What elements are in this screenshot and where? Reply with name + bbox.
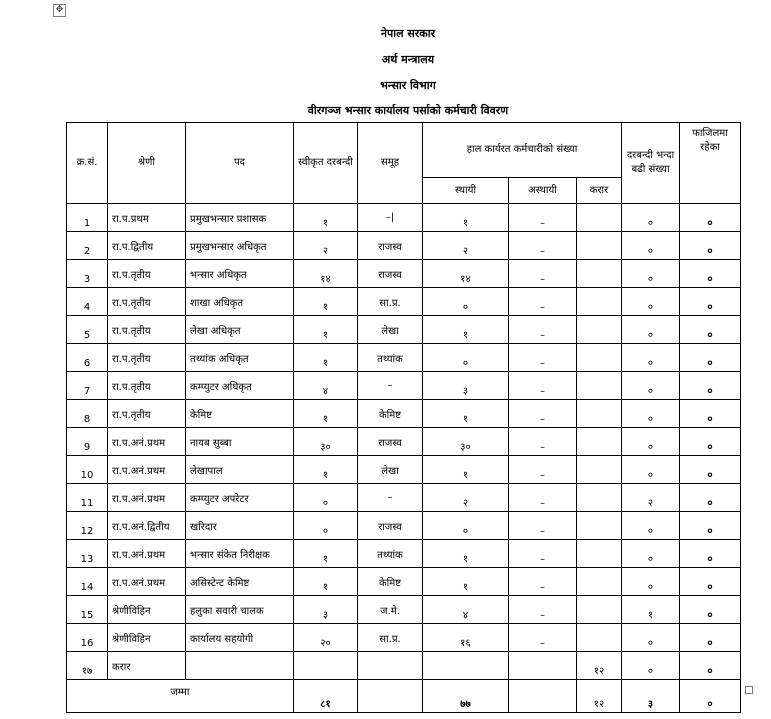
total-permanent: ७७ [423,680,509,713]
cell-post: असिस्टेन्ट केमिष्ट [186,568,294,596]
cell-sanctioned: १ [294,540,358,568]
cell-post [186,652,294,680]
cell-sanctioned: १ [294,568,358,596]
col-header-class: श्रेणी [108,123,186,204]
cell-group: राजस्व [358,428,423,456]
cell-excess: १ [622,596,680,624]
cell-class: रा.प.अनं.प्रथम [108,568,186,596]
table-row [67,372,741,400]
total-deputed: ० [680,680,741,713]
cell-temporary: – [509,288,577,316]
cell-post: भन्सार अधिकृत [186,260,294,288]
cell-deputed: ० [680,568,741,596]
cell-sn: १७ [67,652,108,680]
table-row [67,512,741,540]
cell-temporary: – [509,568,577,596]
cell-deputed: ० [680,624,741,652]
cell-group: तथ्यांक [358,540,423,568]
cell-contract [577,568,622,596]
cell-permanent: १ [423,540,509,568]
cell-permanent: ० [423,288,509,316]
cell-temporary: – [509,456,577,484]
cell-temporary: – [509,316,577,344]
cell-deputed: ० [680,512,741,540]
cell-sanctioned: १ [294,456,358,484]
cell-class: श्रेणीविहिन [108,624,186,652]
cell-contract [577,428,622,456]
cell-group: राजस्व [358,232,423,260]
cell-post: भन्सार संकेत निरीक्षक [186,540,294,568]
cell-permanent: १ [423,204,509,232]
col-header-excess: दरबन्दी भन्दा बढी संख्या [622,123,680,204]
cell-sanctioned: ३ [294,596,358,624]
cell-class: रा.प.अनं.द्वितीय [108,512,186,540]
table-row [67,456,741,484]
col-header-deputed: फाजिलमा रहेका [680,123,741,204]
col-header-contract: करार [577,178,622,204]
cell-contract [577,512,622,540]
header-row [67,123,741,178]
cell-sanctioned: २० [294,624,358,652]
cell-excess: ० [622,344,680,372]
cell-temporary: – [509,372,577,400]
cell-sanctioned: २ [294,232,358,260]
total-group-cell [358,680,423,713]
cell-contract [577,624,622,652]
cell-sanctioned: १ [294,400,358,428]
cell-deputed: ० [680,596,741,624]
cell-contract [577,316,622,344]
total-contract: १२ [577,680,622,713]
cell-contract [577,260,622,288]
cell-temporary [509,652,577,680]
cell-temporary: – [509,484,577,512]
cell-class: रा.प.तृतीय [108,372,186,400]
cell-temporary: – [509,400,577,428]
cell-contract [577,288,622,316]
cell-sn: 7 [67,372,108,400]
cell-sn: 6 [67,344,108,372]
total-row [67,680,741,713]
cell-sanctioned: ० [294,512,358,540]
col-header-permanent: स्थायी [423,178,509,204]
cell-post: कम्प्युटर अधिकृत [186,372,294,400]
cell-sanctioned: ० [294,484,358,512]
cell-contract [577,372,622,400]
cell-sn: 3 [67,260,108,288]
cell-post: केमिष्ट [186,400,294,428]
cell-excess: ० [622,400,680,428]
cell-deputed: ० [680,204,741,232]
staff-table [66,122,741,713]
cell-excess: ० [622,204,680,232]
cell-permanent: ३० [423,428,509,456]
cell-excess: ० [622,568,680,596]
table-row [67,232,741,260]
cell-post: प्रमुखभन्सार प्रशासक [186,204,294,232]
cell-class: रा.प.अनं.प्रथम [108,540,186,568]
cell-sn: 1 [67,204,108,232]
heading-government: नेपाल सरकार [380,27,436,40]
cell-temporary: – [509,344,577,372]
heading-title: वीरगञ्ज भन्सार कार्यालय पर्साको कर्मचारी विवरण [307,104,509,117]
cell-excess: ० [622,260,680,288]
cell-sanctioned: ३० [294,428,358,456]
cell-excess: ० [622,232,680,260]
table-row [67,344,741,372]
cell-permanent [423,652,509,680]
table-row [67,624,741,652]
cell-group: केमिष्ट [358,568,423,596]
cell-temporary: – [509,596,577,624]
cell-sanctioned: १ [294,288,358,316]
cell-sanctioned [294,652,358,680]
cell-deputed: ० [680,540,741,568]
cell-sn: 14 [67,568,108,596]
cell-sn: 11 [67,484,108,512]
cell-post: प्रमुखभन्सार अधिकृत [186,232,294,260]
cell-deputed: ० [680,372,741,400]
cell-permanent: १४ [423,260,509,288]
cell-deputed: ० [680,456,741,484]
cell-excess: ० [622,624,680,652]
cell-group: सा.प्र. [358,624,423,652]
total-excess: ३ [622,680,680,713]
cell-permanent: १ [423,316,509,344]
cell-excess: ० [622,456,680,484]
cell-contract: १२ [577,652,622,680]
cell-group: राजस्व [358,512,423,540]
cell-deputed: ० [680,316,741,344]
cell-post: शाखा अधिकृत [186,288,294,316]
col-header-group: समूह [358,123,423,204]
cell-post: लेखापाल [186,456,294,484]
col-header-temporary: अस्थायी [509,178,577,204]
cell-sanctioned: ४ [294,372,358,400]
cell-class: रा.प.अनं.प्रथम [108,484,186,512]
cell-post: नायब सुब्बा [186,428,294,456]
cell-sn: 2 [67,232,108,260]
cell-sn: 9 [67,428,108,456]
table-row [67,288,741,316]
cell-sn: 16 [67,624,108,652]
cell-post: कम्प्युटर अपरेटर [186,484,294,512]
cell-sn: 12 [67,512,108,540]
heading-department: भन्सार विभाग [380,79,436,92]
cell-contract [577,540,622,568]
cell-sanctioned: १४ [294,260,358,288]
cell-sn: 5 [67,316,108,344]
cell-temporary: – [509,232,577,260]
cell-class: करार [108,652,186,680]
cell-temporary: – [509,540,577,568]
cell-temporary: – [509,428,577,456]
cell-sn: 15 [67,596,108,624]
cell-sn: 8 [67,400,108,428]
table-row [67,428,741,456]
cell-excess: ० [622,540,680,568]
cell-deputed: ० [680,428,741,456]
cell-contract [577,596,622,624]
cell-contract [577,232,622,260]
cell-post: हलुका सवारी चालक [186,596,294,624]
cell-class: रा.प.तृतीय [108,344,186,372]
cell-class: रा.प.तृतीय [108,260,186,288]
table-row [67,316,741,344]
cell-sanctioned: १ [294,344,358,372]
cell-contract [577,484,622,512]
cell-class: रा.प.अनं.प्रथम [108,456,186,484]
table-row [67,652,741,680]
cell-excess: ० [622,288,680,316]
cell-post: तथ्यांक अधिकृत [186,344,294,372]
cell-deputed: ० [680,344,741,372]
cell-sanctioned: १ [294,204,358,232]
cell-group: सा.प्र. [358,288,423,316]
cell-permanent: १ [423,400,509,428]
cell-group: केमिष्ट [358,400,423,428]
cell-class: रा.प.द्वितीय [108,232,186,260]
cell-sanctioned: १ [294,316,358,344]
cell-deputed: ० [680,288,741,316]
cell-excess: ० [622,512,680,540]
cell-permanent: ४ [423,596,509,624]
cell-class: रा.प.तृतीय [108,400,186,428]
total-temporary-cell [509,680,577,713]
cell-sn: 4 [67,288,108,316]
cell-temporary: – [509,204,577,232]
cell-permanent: ० [423,344,509,372]
cell-group [358,652,423,680]
cell-class: रा.प.तृतीय [108,316,186,344]
cell-permanent: ३ [423,372,509,400]
heading-ministry: अर्थ मन्त्रालय [381,53,435,66]
table-move-handle-icon[interactable]: ✥ [53,4,66,17]
cell-post: लेखा अधिकृत [186,316,294,344]
cell-group: राजस्व [358,260,423,288]
cell-class: रा.प.अनं.प्रथम [108,428,186,456]
cell-class: श्रेणीविहिन [108,596,186,624]
cell-permanent: १ [423,456,509,484]
table-row [67,400,741,428]
cell-temporary: – [509,512,577,540]
col-header-sanctioned: स्वीकृत दरबन्दी [294,123,358,204]
cell-contract [577,204,622,232]
table-row [67,540,741,568]
cell-group: ज.मे. [358,596,423,624]
cell-class: रा.प.प्रथम [108,204,186,232]
cell-class: रा.प.तृतीय [108,288,186,316]
cell-contract [577,456,622,484]
cell-post: कार्यालय सहयोगी [186,624,294,652]
cell-excess: ० [622,372,680,400]
cell-group: लेखा [358,456,423,484]
table-row [67,568,741,596]
cell-group: लेखा [358,316,423,344]
cell-group: –| [358,204,423,232]
total-label: जम्मा [67,680,294,713]
cell-temporary: – [509,624,577,652]
col-header-current: हाल कार्यरत कर्मचारीको संख्या [423,123,622,178]
cell-deputed: ० [680,484,741,512]
cell-contract [577,344,622,372]
table-row [67,204,741,232]
cell-deputed: ० [680,652,741,680]
cell-contract [577,400,622,428]
cell-deputed: ० [680,232,741,260]
table-row [67,260,741,288]
cell-permanent: २ [423,484,509,512]
cell-excess: ० [622,652,680,680]
cell-deputed: ० [680,400,741,428]
total-sanctioned: ८१ [294,680,358,713]
cell-excess: ० [622,428,680,456]
col-header-sn: क्र.सं. [67,123,108,204]
cell-deputed: ० [680,260,741,288]
cell-excess: ० [622,316,680,344]
col-header-post: पद [186,123,294,204]
cell-post: खरिदार [186,512,294,540]
table-row [67,596,741,624]
cell-temporary: – [509,260,577,288]
cell-permanent: २ [423,232,509,260]
cell-permanent: १ [423,568,509,596]
cell-permanent: ० [423,512,509,540]
cell-sn: 13 [67,540,108,568]
table-resize-handle[interactable] [745,686,753,694]
cell-group: – [358,372,423,400]
table-row [67,484,741,512]
cell-group: तथ्यांक [358,344,423,372]
cell-excess: २ [622,484,680,512]
cell-group: – [358,484,423,512]
cell-permanent: १६ [423,624,509,652]
cell-sn: 10 [67,456,108,484]
